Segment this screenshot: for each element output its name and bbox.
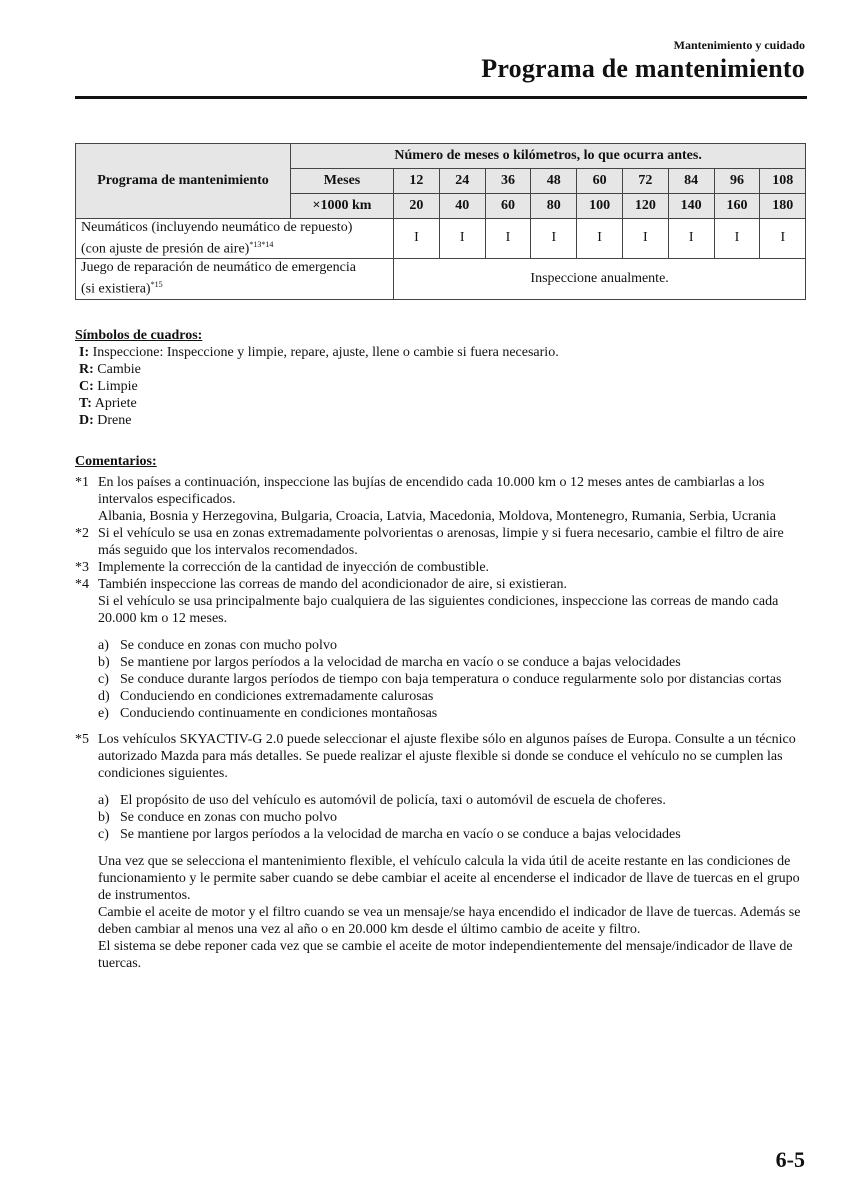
km-cell: 140 — [668, 194, 714, 219]
list-letter: e) — [98, 706, 109, 721]
list-text: Se conduce en zonas con mucho polvo — [120, 810, 337, 825]
schedule-cell: I — [714, 219, 760, 259]
km-cell: 20 — [394, 194, 440, 219]
comments-section — [75, 453, 807, 972]
comment-text: Implemente la corrección de la cantidad de inyección de combustible. — [98, 560, 490, 575]
list-item — [98, 671, 807, 688]
comment-text: Una vez que se selecciona el mantenimiento flexible, el vehículo calcula la vida útil de aceite restante en las condiciones de funcionamiento y le permite saber cuando se debe cambiar el aceite al encenderse el indicador de llave de tuercas en el grupo de instrumentos. — [98, 854, 800, 903]
list-letter: d) — [98, 689, 110, 704]
comment-item — [75, 525, 807, 559]
condition-list — [98, 792, 807, 843]
km-cell: 100 — [577, 194, 623, 219]
list-item — [98, 826, 807, 843]
comment-mark: *2 — [75, 526, 89, 541]
month-cell: 108 — [760, 169, 806, 194]
item-text: Juego de reparación de neumático de emergencia — [81, 260, 356, 276]
schedule-cell: I — [439, 219, 485, 259]
list-letter: c) — [98, 827, 109, 842]
symbol-text: Inspeccione: Inspeccione y limpie, repare, ajuste, llene o cambie si fuera necesario. — [92, 345, 559, 360]
schedule-note: Inspeccione anualmente. — [394, 258, 806, 299]
comment-mark: *4 — [75, 577, 89, 592]
footnote-ref: *15 — [150, 280, 163, 290]
symbol-key: I: — [79, 345, 90, 360]
comment-item — [75, 474, 807, 525]
table-row — [76, 258, 806, 299]
symbol-text: Cambie — [97, 362, 141, 377]
symbol-item — [75, 412, 807, 429]
comment-text: El sistema se debe reponer cada vez que se cambie el aceite de motor independientemente del mensaje/indicador de llave de tuercas. — [98, 939, 793, 971]
list-text: El propósito de uso del vehículo es automóvil de policía, taxi o automóvil de escuela de choferes. — [120, 793, 666, 808]
month-cell: 24 — [439, 169, 485, 194]
list-text: Se mantiene por largos períodos a la velocidad de marcha en vacío o se conduce a bajas velocidades — [120, 655, 681, 670]
symbol-text: Limpie — [97, 379, 138, 394]
item-text: (si existiera) — [81, 281, 151, 297]
list-text: Se conduce durante largos períodos de tiempo con baja temperatura o conduce regularmente solo por distancias cortas — [120, 672, 782, 687]
list-item — [98, 705, 807, 722]
symbol-key: T: — [79, 396, 92, 411]
month-cell: 96 — [714, 169, 760, 194]
km-cell: 40 — [439, 194, 485, 219]
list-letter: c) — [98, 672, 109, 687]
symbol-key: C: — [79, 379, 94, 394]
list-text: Se conduce en zonas con mucho polvo — [120, 638, 337, 653]
comment-text: Albania, Bosnia y Herzegovina, Bulgaria, Croacia, Latvia, Macedonia, Moldova, Montenegro, Rumania, Serbia, Ucrania — [98, 509, 777, 524]
table-header-row — [76, 144, 806, 169]
list-item — [98, 637, 807, 654]
km-cell: 120 — [622, 194, 668, 219]
symbol-item — [75, 361, 807, 378]
list-item — [98, 688, 807, 705]
group-header-cell: Número de meses o kilómetros, lo que ocurra antes. — [291, 144, 806, 169]
comment-body — [98, 559, 807, 576]
table-row — [76, 219, 806, 259]
comment-body — [98, 576, 807, 722]
comment-mark: *1 — [75, 475, 89, 490]
footnote-ref: *13*14 — [249, 240, 274, 249]
item-text: (con ajuste de presión de aire) — [81, 241, 250, 257]
schedule-cell: I — [485, 219, 531, 259]
condition-list — [98, 637, 807, 722]
comment-text: Si el vehículo se usa en zonas extremadamente polvorientas o arenosas, limpie y si fuera necesario, cambie el filtro de aire más seguido que los intervalos recomendados. — [98, 526, 784, 558]
header-divider — [75, 96, 807, 99]
symbols-section — [75, 327, 807, 429]
comment-mark: *3 — [75, 560, 89, 575]
section-title: Mantenimiento y cuidado — [673, 38, 805, 52]
schedule-cell: I — [577, 219, 623, 259]
list-letter: b) — [98, 810, 110, 825]
comment-body — [98, 474, 807, 525]
comments-heading: Comentarios: — [75, 454, 157, 469]
month-cell: 48 — [531, 169, 577, 194]
month-cell: 12 — [394, 169, 440, 194]
symbol-key: R: — [79, 362, 94, 377]
list-text: Conduciendo continuamente en condiciones montañosas — [120, 706, 438, 721]
km-label: ×1000 km — [291, 194, 394, 219]
month-cell: 84 — [668, 169, 714, 194]
comment-mark: *5 — [75, 732, 89, 747]
schedule-cell: I — [531, 219, 577, 259]
page-number: 6-5 — [775, 1147, 805, 1172]
km-cell: 180 — [760, 194, 806, 219]
list-item — [98, 792, 807, 809]
km-cell: 60 — [485, 194, 531, 219]
symbol-item — [75, 344, 807, 361]
list-text: Se mantiene por largos períodos a la velocidad de marcha en vacío o se conduce a bajas velocidades — [120, 827, 681, 842]
symbol-item — [75, 378, 807, 395]
list-letter: a) — [98, 793, 109, 808]
month-cell: 72 — [622, 169, 668, 194]
item-text: Neumáticos (incluyendo neumático de repuesto) — [81, 220, 353, 235]
symbol-text: Apriete — [94, 396, 137, 411]
comment-item — [75, 731, 807, 972]
comment-text: También inspeccione las correas de mando del acondicionador de aire, si existieran. — [98, 577, 567, 592]
symbol-text: Drene — [97, 413, 132, 428]
schedule-cell: I — [622, 219, 668, 259]
comment-text: Los vehículos SKYACTIV-G 2.0 puede seleccionar el ajuste flexibe sólo en algunos países de Europa. Consulte a un técnico autorizado Mazda para más detalles. Se puede realizar el ajuste flexible si donde se conduce el vehículo no se cumplen las condiciones siguientes. — [98, 732, 796, 781]
comment-item — [75, 559, 807, 576]
item-cell — [76, 258, 394, 299]
list-item — [98, 809, 807, 826]
list-text: Conduciendo en condiciones extremadamente calurosas — [120, 689, 434, 704]
schedule-cell: I — [760, 219, 806, 259]
item-cell — [76, 219, 394, 259]
symbol-key: D: — [79, 413, 94, 428]
schedule-cell: I — [394, 219, 440, 259]
comment-body — [98, 731, 807, 972]
page-title: Programa de mantenimiento — [481, 54, 805, 83]
month-cell: 60 — [577, 169, 623, 194]
schedule-cell: I — [668, 219, 714, 259]
km-cell: 80 — [531, 194, 577, 219]
comment-text: Cambie el aceite de motor y el filtro cuando se vea un mensaje/se haya encendido el indicador de llave de tuercas. Además se deben cambiar al menos una vez al año o en 20.000 km desde el último cambio de aceite y filtro. — [98, 905, 801, 937]
maintenance-table — [75, 143, 806, 300]
comment-text: Si el vehículo se usa principalmente bajo cualquiera de las siguientes condiciones, inspeccione las correas de mando cada 20.000 km o 12 meses. — [98, 594, 779, 626]
spacer — [75, 722, 807, 731]
comment-body — [98, 525, 807, 559]
km-cell: 160 — [714, 194, 760, 219]
list-letter: a) — [98, 638, 109, 653]
symbol-item — [75, 395, 807, 412]
comment-text: En los países a continuación, inspeccione las bujías de encendido cada 10.000 km o 12 meses antes de cambiarlas a los intervalos especificados. — [98, 475, 765, 507]
spacer — [98, 843, 807, 853]
row-header-cell: Programa de mantenimiento — [76, 144, 291, 219]
list-letter: b) — [98, 655, 110, 670]
month-cell: 36 — [485, 169, 531, 194]
comment-item — [75, 576, 807, 722]
list-item — [98, 654, 807, 671]
symbols-heading: Símbolos de cuadros: — [75, 328, 203, 343]
months-label: Meses — [291, 169, 394, 194]
